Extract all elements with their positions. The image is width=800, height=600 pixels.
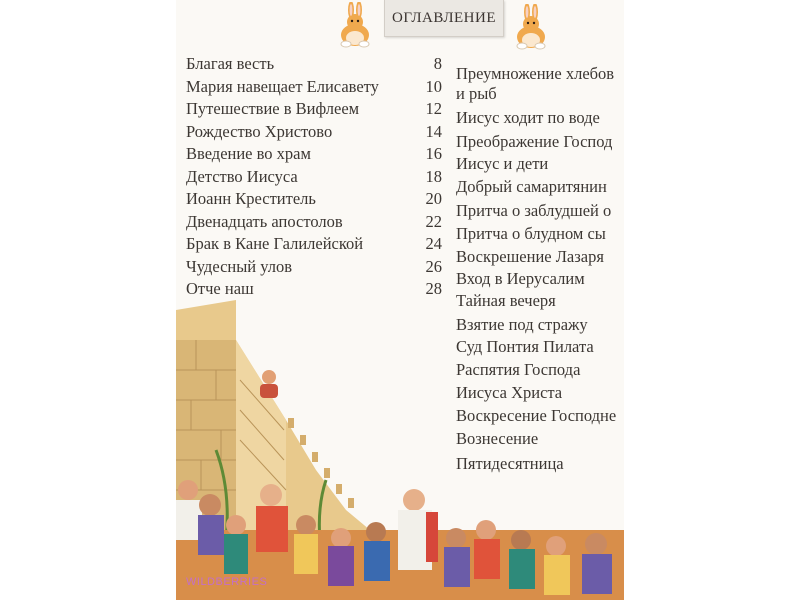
toc-entry[interactable]: Иисус ходит по воде — [456, 108, 600, 127]
toc-entry[interactable]: Притча о блудном сы — [456, 224, 606, 243]
toc-entry[interactable]: Введение во храм 16 — [186, 144, 442, 163]
toc-page-number: 14 — [425, 121, 442, 141]
toc-page-number: 10 — [425, 76, 442, 96]
toc-entry[interactable]: Воскресение Господне — [456, 406, 617, 425]
watermark: WILDBERRIES — [186, 576, 268, 588]
toc-entry[interactable]: Отче наш 28 — [186, 279, 442, 298]
toc-entry[interactable]: Чудесный улов 26 — [186, 256, 442, 276]
toc-entry[interactable]: Путешествие в Вифлеем 12 — [186, 99, 442, 118]
toc-entry[interactable]: Благая весть 8 — [186, 54, 442, 73]
toc-entry[interactable]: Суд Понтия Пилата — [456, 337, 594, 356]
toc-page-number: 22 — [425, 211, 442, 231]
toc-page-number: 28 — [425, 279, 442, 298]
toc-entry[interactable]: Распятия Господа — [456, 360, 581, 379]
toc-page-number: 20 — [425, 189, 442, 208]
toc-entry[interactable]: Иоанн Креститель 20 — [186, 189, 442, 208]
toc-header-title: ОГЛАВЛЕНИЕ — [392, 9, 496, 26]
toc-entry[interactable]: и рыб — [456, 84, 497, 103]
toc-entry[interactable]: Взятие под стражу — [456, 315, 588, 334]
toc-entry[interactable]: Воскрешение Лазаря — [456, 247, 604, 266]
toc-page-number: 12 — [425, 99, 442, 118]
toc-entry[interactable]: Детство Иисуса 18 — [186, 166, 442, 186]
toc-page-number: 16 — [425, 144, 442, 163]
toc-page-number: 24 — [425, 234, 442, 253]
toc-entry[interactable]: Мария навещает Елисавету 10 — [186, 76, 442, 96]
toc-entry[interactable]: Иисуса Христа — [456, 383, 563, 402]
toc-entry[interactable]: Вознесение — [456, 429, 539, 448]
toc-page-number: 26 — [425, 256, 442, 276]
toc-entry[interactable]: Преумножение хлебов — [456, 64, 615, 83]
toc-page-number: 8 — [433, 54, 442, 73]
toc-entry[interactable]: Пятидесятница — [456, 454, 564, 473]
toc-entry[interactable]: Двенадцать апостолов 22 — [186, 211, 442, 231]
toc-entry[interactable]: Добрый самаритянин — [456, 177, 607, 196]
toc-entry[interactable]: Тайная вечеря — [456, 291, 556, 310]
toc-entry[interactable]: Притча о заблудшей о — [456, 201, 612, 220]
toc-entry[interactable]: Вход в Иерусалим — [456, 269, 585, 288]
toc-entry[interactable]: Иисус и дети — [456, 154, 549, 173]
toc-page-number: 18 — [425, 166, 442, 186]
toc-entry[interactable]: Рождество Христово 14 — [186, 121, 442, 141]
toc-entry[interactable]: Преображение Господ — [456, 132, 613, 151]
toc-entry[interactable]: Брак в Кане Галилейской 24 — [186, 234, 442, 253]
